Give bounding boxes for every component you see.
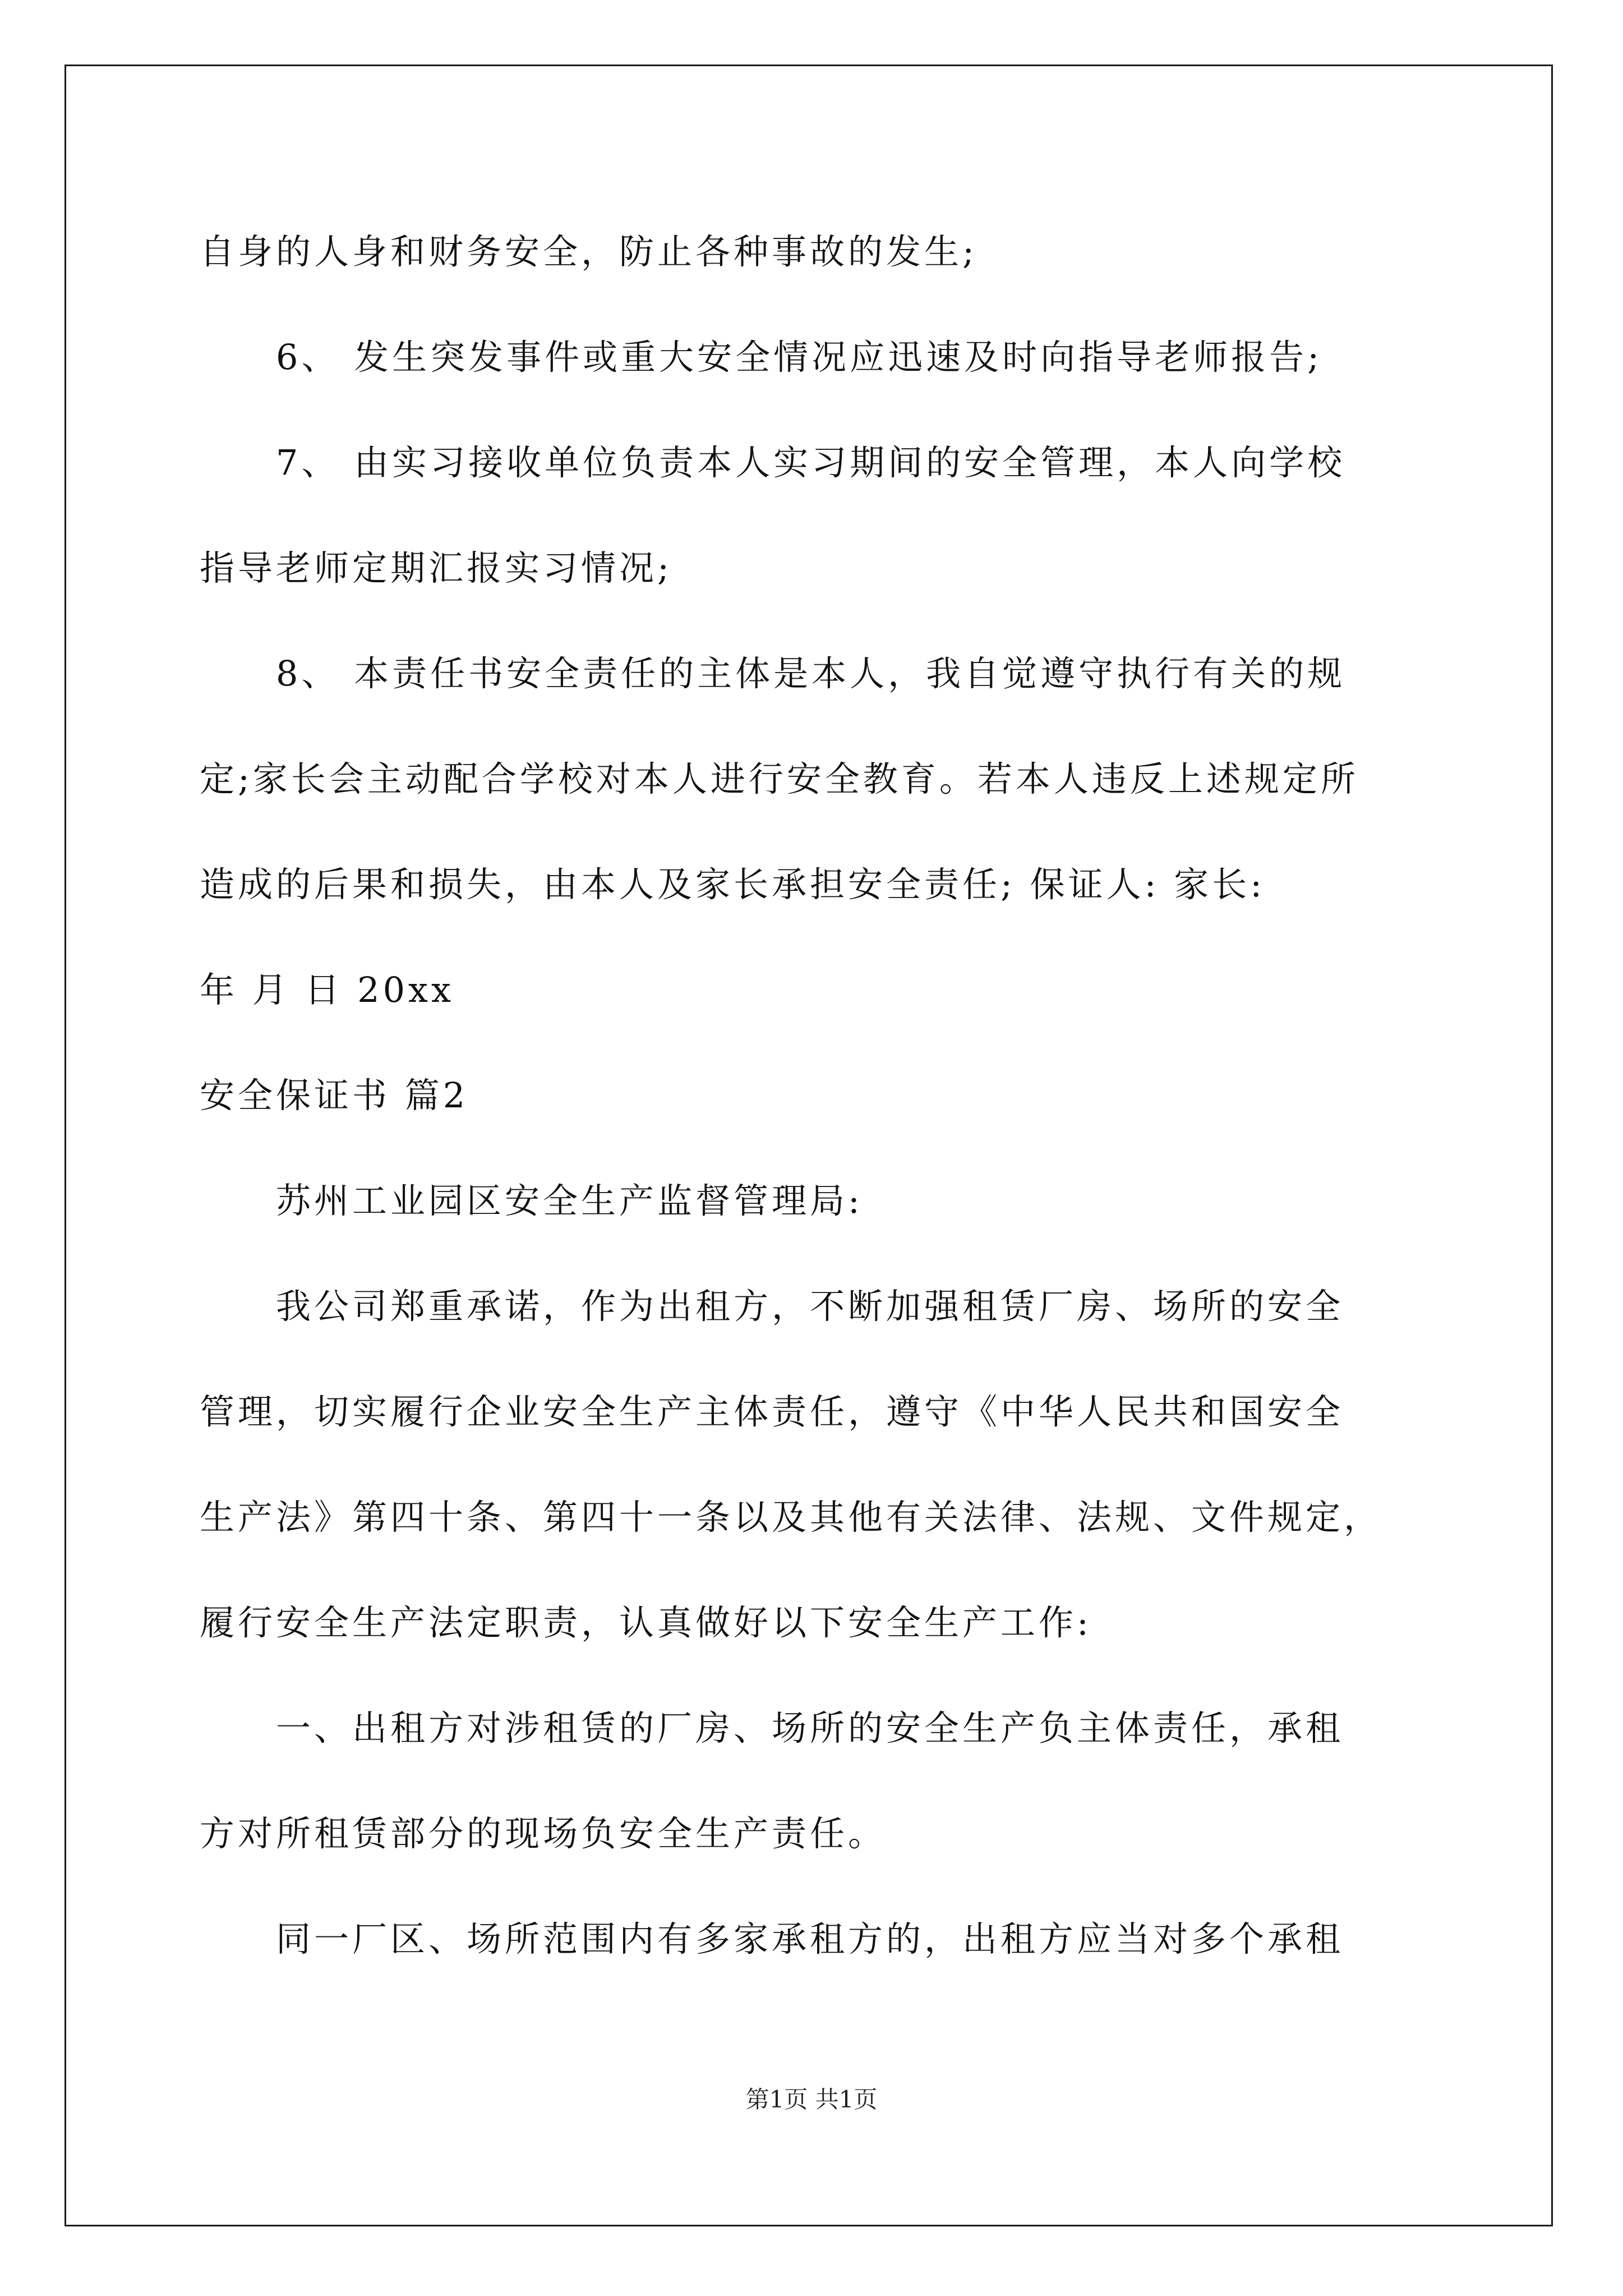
- text-line-11: 我公司郑重承诺，作为出租方，不断加强租赁厂房、场所的安全: [276, 1286, 1344, 1327]
- text-line-13: 生产法》第四十条、第四十一条以及其他有关法律、法规、文件规定，: [200, 1497, 1382, 1538]
- addressee-line: 苏州工业园区安全生产监督管理局:: [276, 1180, 863, 1221]
- text-line-1: 自身的人身和财务安全，防止各种事故的发生;: [200, 231, 978, 272]
- text-line-6: 定;家长会主动配合学校对本人进行安全教育。若本人违反上述规定所: [200, 758, 1359, 799]
- text-line-item-8: 8、 本责任书安全责任的主体是本人，我自觉遵守执行有关的规: [276, 653, 1346, 694]
- section-heading: 安全保证书 篇2: [200, 1075, 469, 1116]
- text-line-date: 年 月 日 20xx: [200, 969, 454, 1010]
- text-line-4: 指导老师定期汇报实习情况;: [200, 547, 672, 588]
- text-line-16: 方对所租赁部分的现场负安全生产责任。: [200, 1813, 887, 1854]
- text-line-item-7: 7、 由实习接收单位负责本人实习期间的安全管理，本人向学校: [276, 442, 1346, 483]
- page-footer: 第1页 共1页: [745, 2086, 878, 2113]
- text-line-15: 一、出租方对涉租赁的厂房、场所的安全生产负主体责任，承租: [276, 1708, 1344, 1749]
- text-line-17: 同一厂区、场所范围内有多家承租方的，出租方应当对多个承租: [276, 1918, 1344, 1959]
- text-line-item-6: 6、 发生突发事件或重大安全情况应迅速及时向指导老师报告;: [276, 337, 1323, 378]
- text-line-12: 管理，切实履行企业安全生产主体责任，遵守《中华人民共和国安全: [200, 1391, 1344, 1432]
- text-line-signature: 造成的后果和损失，由本人及家长承担安全责任; 保证人: 家长:: [200, 864, 1266, 905]
- document-body: [200, 0, 1445, 2296]
- text-line-14: 履行安全生产法定职责，认真做好以下安全生产工作:: [200, 1602, 1092, 1643]
